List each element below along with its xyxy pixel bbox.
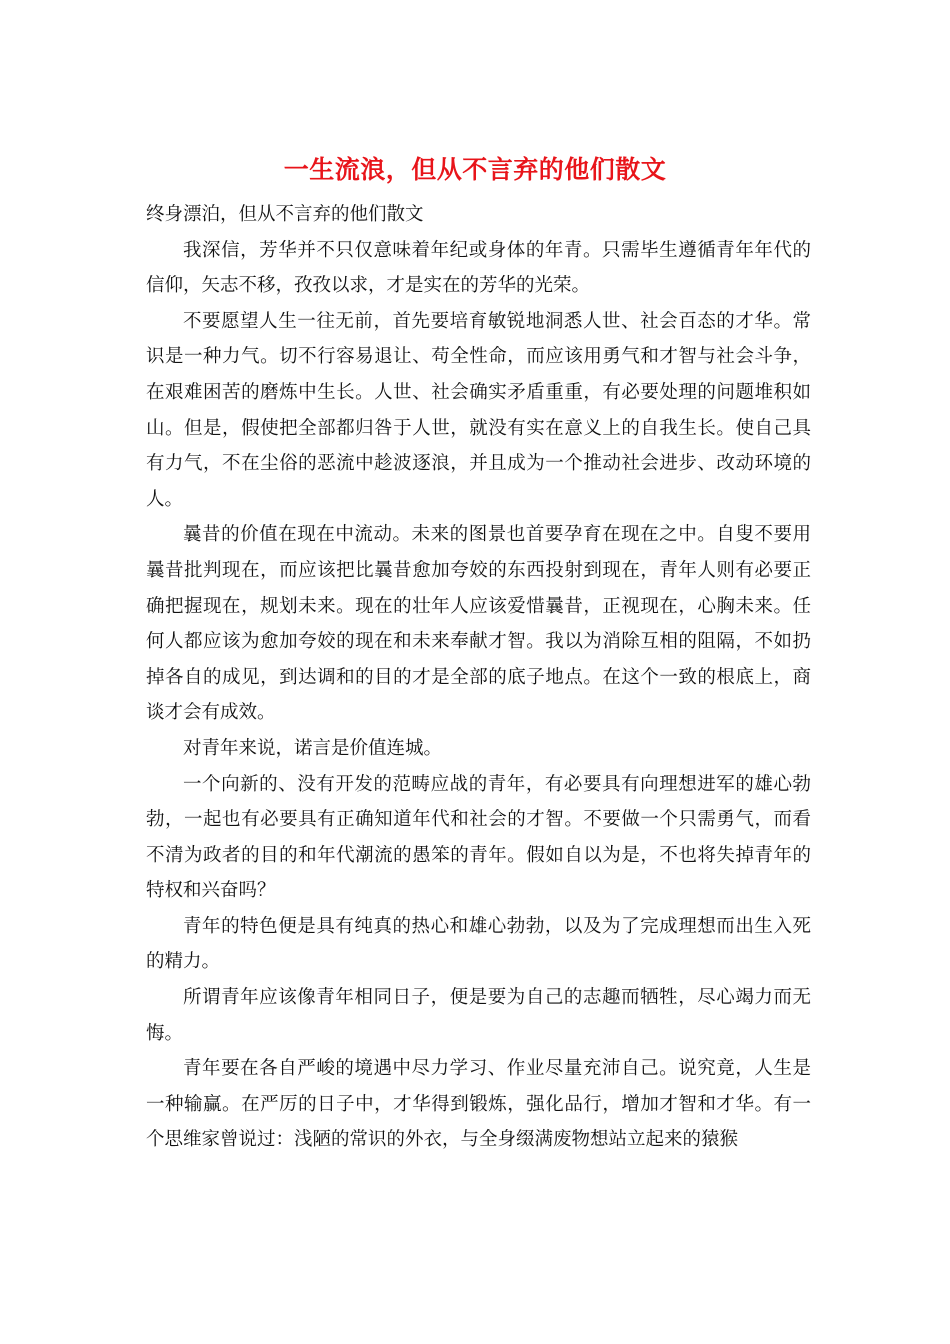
paragraph: 青年要在各自严峻的境遇中尽力学习、作业尽量充沛自己。说究竟，人生是一种输赢。在严厉的日子中，才华得到锻炼，强化品行，增加才智和才华。有一个思维家曾说过：浅陋的常识的外衣，与全身缀满废物想站立起来的猿猴: [146, 1058, 811, 1151]
paragraph: 对青年来说，诺言是价值连城。: [183, 737, 443, 759]
paragraph: 一个向新的、没有开发的范畴应战的青年，有必要具有向理想进军的雄心勃勃，一起也有必要具有正确知道年代和社会的才智。不要做一个只需勇气，而看不清为政者的目的和年代潮流的愚笨的青年。假如自以为是，不也将失掉青年的特权和兴奋吗？: [146, 773, 811, 902]
paragraph: 所谓青年应该像青年相同日子，便是要为自己的志趣而牺牲，尽心竭力而无悔。: [146, 987, 811, 1044]
paragraph: 不要愿望人生一往无前，首先要培育敏锐地洞悉人世、社会百态的才华。常识是一种力气。切不行容易退让、苟全性命，而应该用勇气和才智与社会斗争，在艰难困苦的磨炼中生长。人世、社会确实矛盾重重，有必要处理的问题堆积如山。但是，假使把全部都归咎于人世，就没有实在意义上的自我生长。使自己具有力气，不在尘俗的恶流中趁波逐浪，并且成为一个推动社会进步、改动环境的人。: [146, 310, 811, 510]
paragraph: 青年的特色便是具有纯真的热心和雄心勃勃，以及为了完成理想而出生入死的精力。: [146, 915, 811, 973]
page-title: 一生流浪，但从不言弃的他们散文: [283, 155, 667, 184]
paragraph: 曩昔的价值在现在中流动。未来的图景也首要孕育在现在之中。自叟不要用曩昔批判现在，而应该把比曩昔愈加夸姣的东西投射到现在，青年人则有必要正确把握现在，规划未来。现在的壮年人应该爱惜曩昔，正视现在，心胸未来。任何人都应该为愈加夸姣的现在和未来奉献才智。我以为消除互相的阻隔，不如扔掉各自的成见，到达调和的目的才是全部的底子地点。在这个一致的根底上，商谈才会有成效。: [146, 524, 811, 724]
paragraph: 我深信，芳华并不只仅意味着年纪或身体的年青。只需毕生遵循青年年代的信仰，矢志不移，孜孜以求，才是实在的芳华的光荣。: [146, 239, 811, 297]
article-body: [146, 197, 811, 1158]
subtitle: 终身漂泊，但从不言弃的他们散文: [146, 204, 424, 225]
